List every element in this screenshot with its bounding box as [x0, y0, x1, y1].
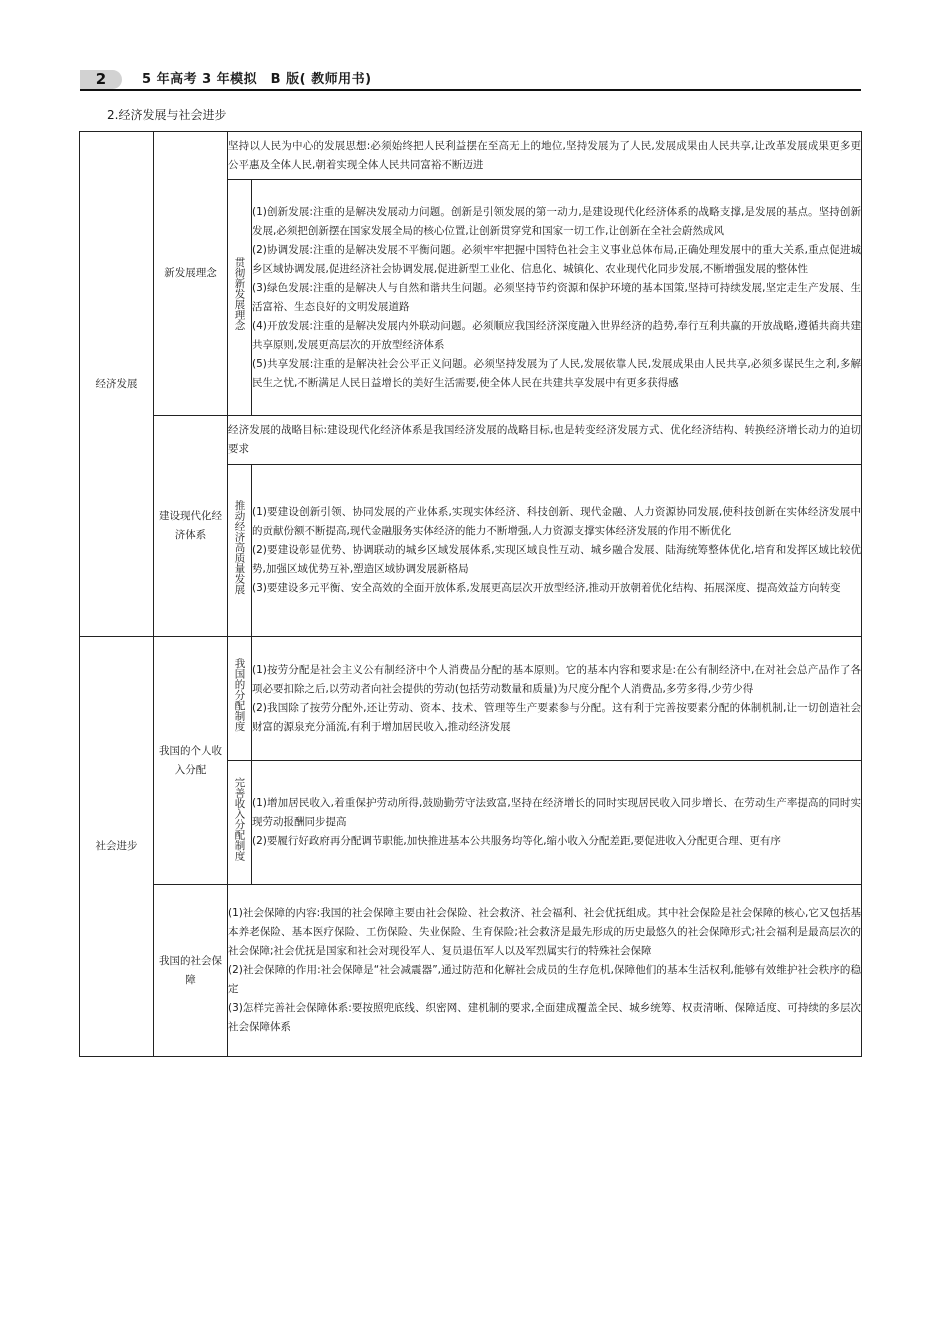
list-item: (2)要履行好政府再分配调节职能,加快推进基本公共服务均等化,缩小收入分配差距,要促进收入分配更合理、更有序 [252, 835, 781, 847]
page-header [80, 70, 861, 89]
table-row [80, 885, 862, 1057]
vertical-label-cell [228, 465, 252, 637]
subcategory-income: 我国的个人收入分配 [154, 637, 228, 885]
page-number: 2 [80, 70, 122, 89]
list-item: (2)协调发展:注重的是解决发展不平衡问题。必须牢牢把握中国特色社会主义事业总体布局,正确处理发展中的重大关系,重点促进城乡区域协调发展,促进经济社会协调发展,促进新型工业化、信息化、城镇化、农业现代化同步发展,不断增强发展的整体性 [252, 243, 862, 275]
section-title: 2.经济发展与社会进步 [107, 108, 227, 122]
list-item: (1)要建设创新引领、协同发展的产业体系,实现实体经济、科技创新、现代金融、人力资源协同发展,使科技创新在实体经济发展中的贡献份额不断提高,现代金融服务实体经济的能力不断增强,人力资源支撑实体经济发展的作用不断优化 [252, 506, 862, 537]
category-social: 社会进步 [80, 637, 154, 1057]
list-item: (1)社会保障的内容:我国的社会保障主要由社会保险、社会救济、社会福利、社会优抚组成。其中社会保险是社会保障的核心,它又包括基本养老保险、基本医疗保险、工伤保险、失业保险、生育保险;社会救济是最先形成的历史最悠久的社会保障形式;社会福利是最高层次的社会保障;社会优抚是国家和社会对现役军人、复员退伍军人以及军烈属实行的特殊社会保障 [228, 907, 862, 957]
subcategory-modern-system: 建设现代化经济体系 [154, 416, 228, 637]
summary-table [79, 131, 862, 1057]
vertical-label-cell [228, 637, 252, 761]
list-item: (4)开放发展:注重的是解决发展内外联动问题。必须顺应我国经济深度融入世界经济的趋势,奉行互利共赢的开放战略,遵循共商共建共享原则,发展更高层次的开放型经济体系 [252, 319, 862, 351]
list-item: (2)要建设彰显优势、协调联动的城乡区域发展体系,实现区域良性互动、城乡融合发展、陆海统筹整体优化,培育和发挥区域比较优势,加强区域优势互补,塑造区域协调发展新格局 [252, 544, 862, 575]
subcategory-security: 我国的社会保障 [154, 885, 228, 1057]
security-points [228, 885, 862, 1057]
vertical-label-cell [228, 761, 252, 885]
list-item: (3)怎样完善社会保障体系:要按照兜底线、织密网、建机制的要求,全面建成覆盖全民、城乡统筹、权责清晰、保障适度、可持续的多层次社会保障体系 [228, 1002, 862, 1033]
list-item: (1)按劳分配是社会主义公有制经济中个人消费品分配的基本原则。它的基本内容和要求是:在公有制经济中,在对社会总产品作了各项必要扣除之后,以劳动者向社会提供的劳动(包括劳动数量和质量)为尺度分配个人消费品,多劳多得,少劳少得 [252, 663, 862, 695]
modern-system-points [252, 465, 862, 637]
list-item: (2)我国除了按劳分配外,还让劳动、资本、技术、管理等生产要素参与分配。这有利于完善按要素分配的体制机制,让一切创造社会财富的源泉充分涌流,有利于增加居民收入,推动经济发展 [252, 701, 862, 733]
list-item: (1)创新发展:注重的是解决发展动力问题。创新是引领发展的第一动力,是建设现代化经济体系的战略支撑,是发展的基点。坚持创新发展,必须把创新摆在国家发展全局的核心位置,让创新贯穿党和国家一切工作,让创新在全社会蔚然成风 [252, 205, 862, 237]
list-item: (3)绿色发展:注重的是解决人与自然和谐共生问题。必须坚持节约资源和保护环境的基本国策,坚持可持续发展,坚定走生产发展、生活富裕、生态良好的文明发展道路 [252, 281, 862, 313]
header-rule [80, 89, 861, 91]
vertical-label-modern-system: 推动经济高质量发展 [233, 499, 246, 595]
list-item: (5)共享发展:注重的是解决社会公平正义问题。必须坚持发展为了人民,发展依靠人民,发展成果由人民共享,必须多谋民生之利,多解民生之忧,不断满足人民日益增长的美好生活需要,使全体人民在共建共享发展中有更多获得感 [252, 357, 862, 389]
table-row [80, 416, 862, 465]
list-item: (2)社会保障的作用:社会保障是“社会减震器”,通过防范和化解社会成员的生存危机,保障他们的基本生活权利,能够有效维护社会秩序的稳定 [228, 964, 862, 995]
table-row [80, 637, 862, 761]
distribution-points [252, 637, 862, 761]
category-econ: 经济发展 [80, 132, 154, 637]
list-item: (1)增加居民收入,着重保护劳动所得,鼓励勤劳守法致富,坚持在经济增长的同时实现居民收入同步增长、在劳动生产率提高的同时实现劳动报酬同步提高 [252, 797, 862, 828]
vertical-label-improve: 完善收入分配制度 [233, 777, 246, 861]
modern-system-intro: 经济发展的战略目标:建设现代化经济体系是我国经济发展的战略目标,也是转变经济发展方式、优化经济结构、转换经济增长动力的迫切要求 [228, 416, 862, 465]
table-row [80, 132, 862, 180]
book-title: 5 年高考 3 年模拟 B 版( 教师用书) [142, 72, 372, 87]
new-concept-intro: 坚持以人民为中心的发展思想:必须始终把人民利益摆在至高无上的地位,坚持发展为了人民,发展成果由人民共享,让改革发展成果更多更公平惠及全体人民,朝着实现全体人民共同富裕不断迈进 [228, 132, 862, 180]
vertical-label-new-concept: 贯彻新发展理念 [233, 257, 246, 331]
improve-points [252, 761, 862, 885]
vertical-label-distribution: 我国的分配制度 [233, 658, 246, 732]
list-item: (3)要建设多元平衡、安全高效的全面开放体系,发展更高层次开放型经济,推动开放朝着优化结构、拓展深度、提高效益方向转变 [252, 582, 841, 594]
vertical-label-cell [228, 180, 252, 416]
new-concept-points [252, 180, 862, 416]
subcategory-new-concept: 新发展理念 [154, 132, 228, 416]
